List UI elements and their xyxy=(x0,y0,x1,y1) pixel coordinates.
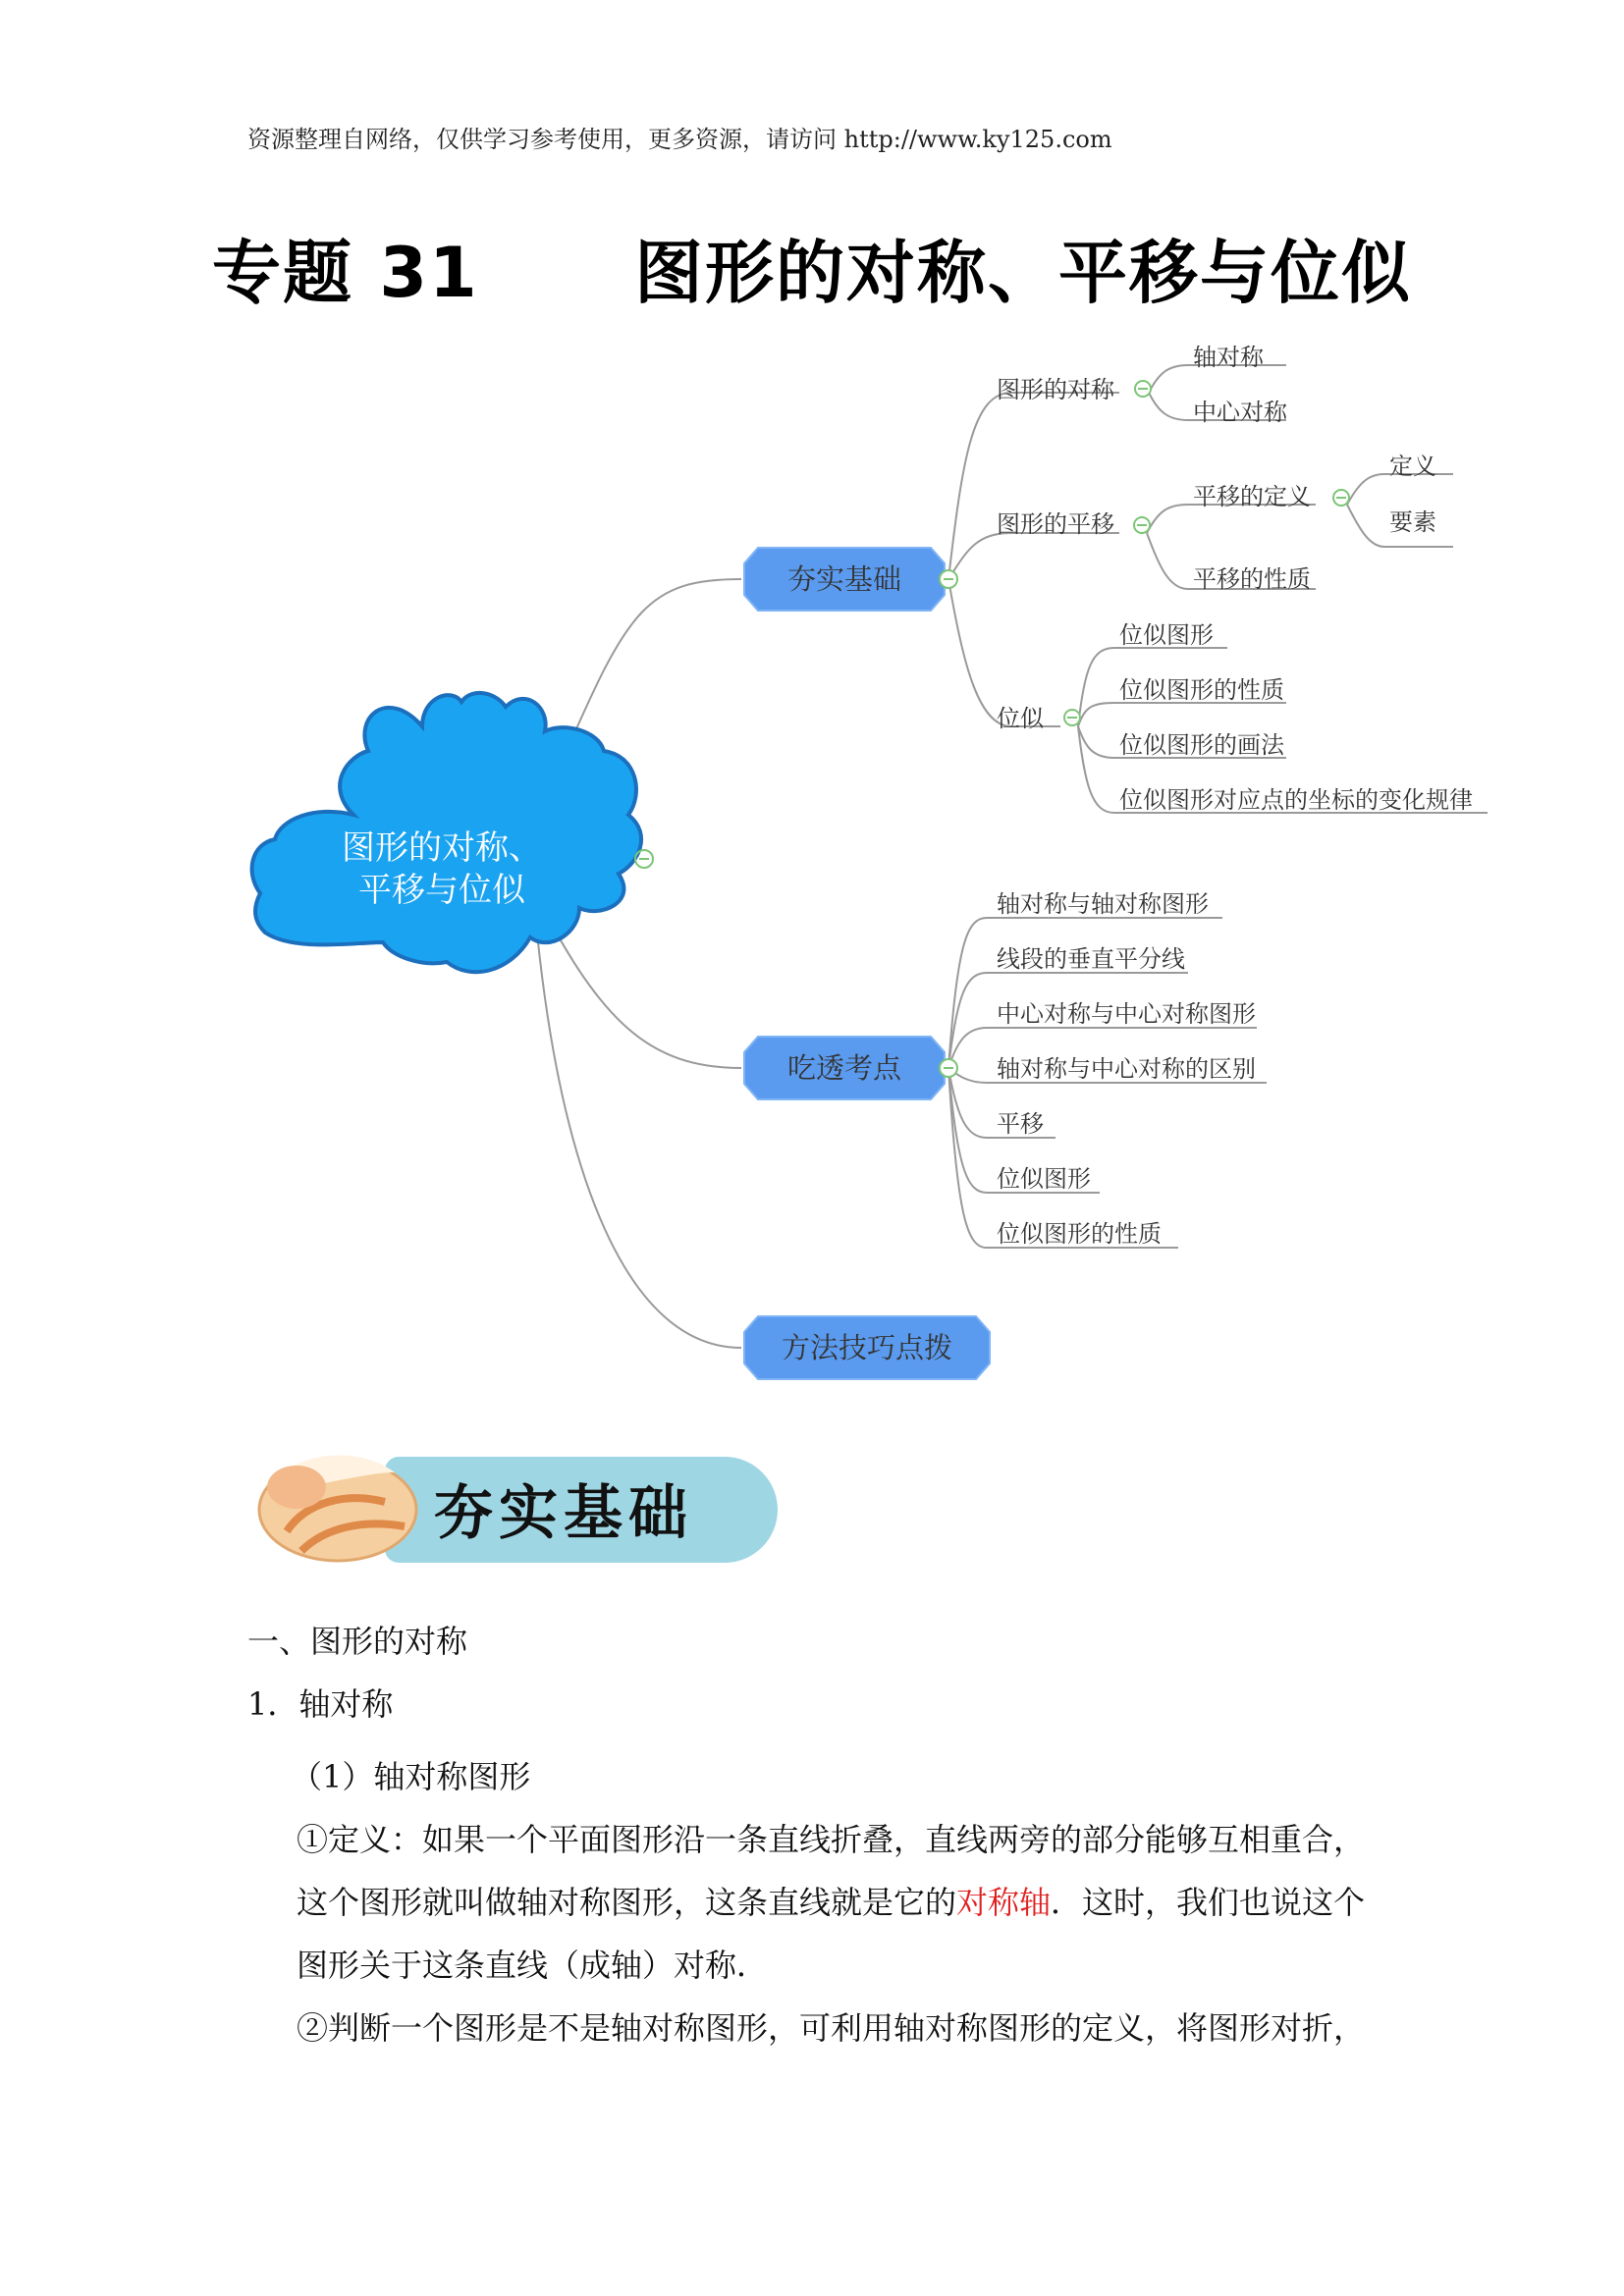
section-banner-title: 夯实基础 xyxy=(434,1479,693,1548)
branch-foundation-label: 夯实基础 xyxy=(786,562,902,596)
section-heading: 一、图形的对称 xyxy=(247,1623,468,1660)
leaf-axial-symmetry[interactable]: 轴对称 xyxy=(1193,344,1264,371)
center-node-line2: 平移与位似 xyxy=(358,871,525,910)
leaf-definition[interactable]: 定义 xyxy=(1389,453,1436,480)
leaf-homothetic-coordinates[interactable]: 位似图形对应点的坐标的变化规律 xyxy=(1119,786,1473,814)
header-note: 资源整理自网络，仅供学习参考使用，更多资源，请访问 http://www.ky125.com xyxy=(247,126,1112,153)
leaf-homothetic-figure[interactable]: 位似图形 xyxy=(1119,621,1214,649)
leaf-key-point[interactable]: 平移 xyxy=(997,1110,1044,1138)
paragraph-definition xyxy=(247,1808,1386,1997)
leaf-homothetic-drawing[interactable]: 位似图形的画法 xyxy=(1119,731,1284,759)
subsection-heading: 1．轴对称 xyxy=(247,1685,394,1723)
leaf-key-point[interactable]: 线段的垂直平分线 xyxy=(997,945,1185,973)
section-banner xyxy=(247,1433,778,1571)
leaf-key-point[interactable]: 位似图形 xyxy=(997,1165,1091,1193)
seashell-icon xyxy=(247,1433,424,1571)
branch-methods-label: 方法技巧点拨 xyxy=(781,1331,953,1364)
node-translation[interactable]: 图形的平移 xyxy=(997,510,1114,538)
leaf-homothetic-property[interactable]: 位似图形的性质 xyxy=(1119,676,1284,704)
branch-key-points[interactable] xyxy=(744,1037,945,1099)
center-node-line1: 图形的对称、 xyxy=(342,828,542,868)
leaf-key-point[interactable]: 中心对称与中心对称图形 xyxy=(997,1000,1256,1028)
leaf-elements[interactable]: 要素 xyxy=(1389,508,1436,536)
document-title: 专题 31 图形的对称、平移与位似 xyxy=(211,233,1412,313)
paragraph-judgement: ②判断一个图形是不是轴对称图形，可利用轴对称图形的定义，将图形对折， xyxy=(297,2009,1366,2047)
paragraph-text: ①定义：如果一个平面图形沿一条直线折叠，直线两旁的部分能够互相重合，这个图形就叫做轴对称图形，这条直线就是它的 xyxy=(297,1821,1366,1921)
node-translation-definition[interactable]: 平移的定义 xyxy=(1193,483,1311,510)
leaf-key-point[interactable]: 位似图形的性质 xyxy=(997,1220,1162,1248)
branch-methods[interactable] xyxy=(744,1316,990,1379)
mind-map xyxy=(0,324,1624,1404)
paragraph-text: ．这时，我们也说这个图形关于这条直线（成轴）对称． xyxy=(297,1884,1366,1984)
leaf-key-point[interactable]: 轴对称与中心对称的区别 xyxy=(997,1055,1256,1083)
leaf-translation-property[interactable]: 平移的性质 xyxy=(1193,565,1311,593)
branch-key-points-label: 吃透考点 xyxy=(786,1051,902,1085)
node-homothety[interactable]: 位似 xyxy=(997,705,1044,732)
emphasis-term: 对称轴 xyxy=(956,1884,1052,1921)
leaf-key-point[interactable]: 轴对称与轴对称图形 xyxy=(997,890,1209,918)
subsubsection-heading: （1）轴对称图形 xyxy=(291,1758,531,1795)
content-body xyxy=(247,1610,1386,2059)
leaf-central-symmetry[interactable]: 中心对称 xyxy=(1193,399,1287,426)
node-symmetry[interactable]: 图形的对称 xyxy=(997,376,1114,403)
branch-foundation[interactable] xyxy=(744,548,945,611)
